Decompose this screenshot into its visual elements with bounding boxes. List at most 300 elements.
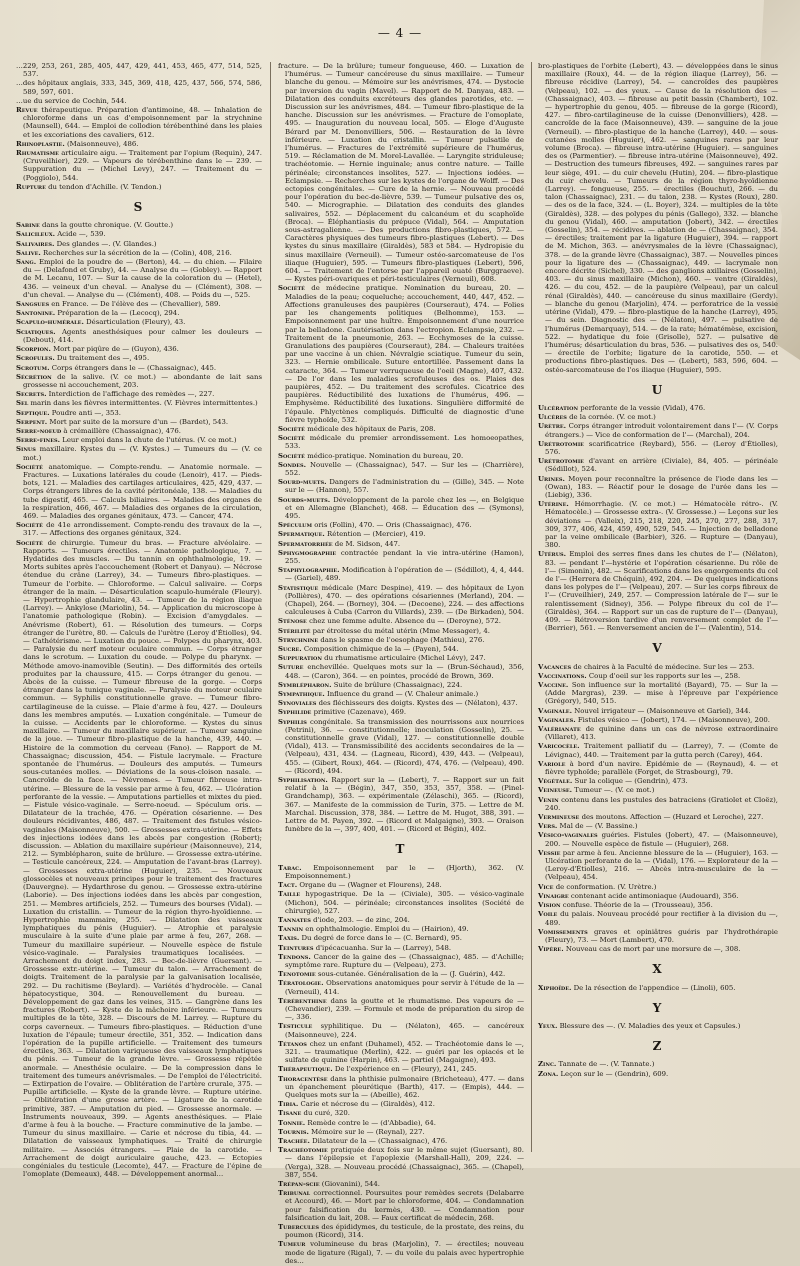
- entry-text: …229, 253, 261, 285, 405, 447, 429, 441, 453, 465, 477, 514, 525, 537.: [16, 62, 262, 79]
- entry-heading: Utérus.: [538, 550, 567, 559]
- index-entry: [278, 1065, 524, 1073]
- index-entry: [16, 445, 262, 461]
- entry-text: Développement de la parole chez les —, en Belgique et en Allemagne (Blanchet), 468. — Éducation des — (Symons), 495.: [285, 495, 524, 520]
- index-entry: [278, 1223, 524, 1239]
- entry-text: Mort par piqûre de — (Guyon), 436.: [53, 345, 179, 354]
- entry-heading: Sucre.: [278, 645, 302, 654]
- entry-heading: Trépan-scie: [278, 1180, 320, 1188]
- entry-text: du rhumatisme articulaire (Michel Lévy), 247.: [324, 654, 486, 663]
- entry-heading: Tannates: [278, 915, 311, 924]
- entry-list: [538, 1022, 778, 1030]
- index-entry: [538, 681, 778, 706]
- entry-heading: Tannin: [278, 925, 304, 934]
- entry-text: Mémoire sur le — (Reynal), 227.: [311, 1127, 425, 1136]
- entry-heading: Végétale.: [538, 777, 573, 786]
- index-entry: [538, 672, 778, 680]
- index-entry: [538, 550, 778, 632]
- entry-text: Mort par suite de la morsure d'un — (Bardet), 543.: [49, 417, 229, 426]
- index-entry: [278, 521, 524, 529]
- index-entry: [278, 979, 524, 995]
- entry-heading: Vice: [538, 882, 554, 891]
- entry-text: congénitale. Sa transmission des nourrissons aux nourrices (Petrini), 36. — constitutionnelle; inoculation (Gosselin), 25. — constitutionnelle grave (Vidal), 127. — constitutionnelle double (Vidal), 413. — Transmissibilité des accidents secondaires de la — (Velpeau), 431, 434. — (Lagneau, Ricord), 439, 443. — (Velpeau), 455. — (Gibert, Roux), 464. — (Ricord), 474, 476. — (Velpeau), 490. — (Ricord), 494.: [285, 717, 524, 775]
- entry-heading: Vers.: [538, 822, 558, 831]
- index-entry: [278, 890, 524, 915]
- index-entry: [538, 440, 778, 456]
- index-entry: [278, 944, 524, 952]
- entry-heading: Vaginale.: [538, 706, 573, 715]
- index-entry: [538, 663, 778, 671]
- entry-heading: Scrofules.: [16, 354, 55, 363]
- entry-heading: Testicule: [278, 1022, 313, 1031]
- entry-text: Dilatateur de la — (Chassaignac), 476.: [312, 1136, 448, 1145]
- index-entry: [278, 925, 524, 933]
- entry-text: de la salive. (V. ce mot.) — abondante de lait sans grossesse ni accouchement, 203.: [23, 372, 262, 389]
- index-entry: [538, 413, 778, 421]
- entry-heading: Tibia.: [278, 1100, 299, 1109]
- entry-text: de chirurgie. Tumeur du bras. — Fracture alvéolaire. — Rapports. — Tumeurs érectiles. — Anatomie pathologique, 7. — Hydatides des muscles. — Du tannin en ophthalmologie, 19. — Morts subites après l'accouchement (Robert et Danyau). — Nécrose étendue du crâne (Larrey), 34. — Tumeurs fibro-plastiques. — Tumeur de l'orbite. — Chloroforme. — Calcul salivaire. — Corps étranger de la main. — Désarticulation scapulo-humérale (Fleury). — Hypertrophie glandulaire, 43. — Tumeur de la région iliaque (Larrey). — Ankylose (Mariolin), 54. — Application du microscope à l'anatomie pathologique (Robin). — Excision d'amygdales. — Anévrisme (Robert), 61. — Résolution des tumeurs. — Corps étranger de l'urètre, 80. — Calculs de l'urètre (Leroy d'Étiolles), 94. — Cathétérisme. — Luxation du pouce. — Polypes du pharynx, 403. — Paralysie du nerf moteur oculaire commun. — Corps étranger dans le scrotum. — Luxation du coude. — Polype du pharynx. — Méthode amovo-inamovible (Seutin). — Des difformités des orteils produites par la chaussure, 415. — Corps étranger du genou. — Abcès de la cuisse. — Tumeur fibreuse de la gorge. — Corps étranger dans la tunique vaginale. — Paralysie du moteur oculaire commun. — Syphilis constitutionnelle grave. — Tumeur fibro-cartilagineuse de la cuisse. — Plaie d'arme à feu, 427. — Douleurs dans les membres amputés. — Luxation congénitale. — Tumeur de la cuisse. — Accidents par le chloroforme. — Kystes du sinus maxillaire. — Tumeur du maxillaire supérieur. — Tumeur sanguine de la joue. — Tumeur fibro-plastique de la hanche, 439, 440. — Histoire de la commotion du cerveau (Fano). — Rapport de M. Chassaignac; discussion, 454. — Fistule lacrymale. — Fracture spontanée de l'humérus. — Douleurs des amputés. — Tumeurs sous-cutanées molles. — Déviations de la sous-cloison nasale. — Cancroïde de la face. — Névromes. — Tumeur fibreuse intra-utérine. — Blessure de la vessie par arme à feu, 462. — Ulcération perforante de la vessie. — Amputations partielles et mixtes du pied. — Fistule vésico-vaginale. — Serre-noeud. — Spéculum oris. — Dilatateur de la trachée, 476. — Opération césarienne. — Des douleurs récidivantes, 486, 487. — Traitement des fistules vésico-vaginales (Maisonneuve), 500. — Grossesses extra-utérine. — Effets des injections iodées dans les abcès par congestion (Robert); discussion. — Ablation du maxillaire supérieur (Maisonneuve), 214, 212. — Symblépharon, suite de brûlure. — Grossesse extra-utérine. — Testicule cancéreux, 224. — Amputation de l'avant-bras (Larrey). — Grossesses extra-utérine (Huguier), 235. — Nouveaux glossocèles et nouveaux principes pour le traitement des fractures (Dauvergne). — Hydarthrose du genou. — Grossesse extra-utérine (Laborie). — Des injections iodées dans les abcès par congestion, 251. — Membres artificiels, 252. — Tumeurs des bourses (Vidal). — Luxation du cristallin. — Tumeur de la région thyro-hyoïdienne. — Hypertrophie mammaire, 255. — Dilatation des vaisseaux lymphatiques du pénis (Huguier). — Atrophie et paralysie musculaire à la suite d'une plaie par arme à feu, 267, 268. — Tumeur du maxillaire supérieur. — Nouvelle espèce de fistule vésico-vaginale. — Paralysies traumatiques localisées. — Arrachement du doigt index, 283. — Bec-de-lièvre (Guersant). — Grossesse extr.-utérine. — Tumeur du talon. — Arrachement de doigts. Traitement de la paralysie par la galvanisation localisée, 292. — Du rachitisme (Beylard). — Variétés d'hydrocèle. — Canal hépatocystique, 304. — Renouvellement du bureau. — Développement de gaz dans les veines, 315. — Gangrène dans les fractures (Robert). — Kyste de la mâchoire inférieure. — Tumeurs multiples de la tête, 328. — Discours de M. Larrey. — Rupture du corps caverneux. — Tumeurs fibro-plastiques. — Réduction d'une luxation de l'épaule; tumeur érectile, 351, 352. — Indication dans l'opération de la pupille artificielle. — Traitement des tumeurs érectiles, 363. — Dilatation variqueuse des vaisseaux lymphatiques du pénis. — Tumeur de la grande lèvre. — Grossesse répétée anormale. — Anesthésie oculaire. — De la compression dans le traitement des tumeurs anévrismales. — De l'emploi de l'électricité. — Extirpation de l'ovaire. — Oblitération de l'artère crurale, 375. — Pupille artificielle. — Kyste de la grande lèvre. — Rupture utérine. — Oblitération d'une grosse artère. — Ligature de la carotide primitive, 387. — Amputation du pied. — Grossesse anormale. — Instruments nouveaux, 399. — Agents anesthésiques. — Plaie d'arme à feu à la bouche. — Fracture comminutive de la jambe. — Tumeur du sinus maxillaire. — Carie et nécrose du tibia, 44. — Dilatation de vaisseaux lymphatiques. — Traité de chirurgie militaire. — Associés étrangers. — Plaie de la carotide. — Arrachement de doigt auriculaire gauche, 423. — Ectopies congéniales du testicule (Lecomte), 447. — Fracture de l'épine de l'omoplate (Demeaux), 448. — Développement anormal…: [23, 538, 262, 1179]
- entry-heading: Sangsues: [16, 300, 50, 309]
- entry-list: [278, 62, 524, 833]
- index-entry: [16, 62, 262, 78]
- entry-text: chez un enfant (Duhamel), 452. — Trachéotomie dans le —, 321. — traumatique (Merlin), 422. — guéri par les opiacés et le sulfate de quinine (Harpin), 463. — partiel (Magaigne), 493.: [285, 1039, 524, 1065]
- letter-heading-u: U: [651, 382, 665, 397]
- entry-heading: Vacances: [538, 662, 572, 671]
- entry-text: pratiquée deux fois sur le même sujet (Guersant), 80. — dans l'épilepsie et l'apoplexie (Marshall-Hall), 209, 224. — (Verga), 328. — Nouveau procédé (Chassaignac), 365. — (Chapel), 387, 554.: [285, 1146, 524, 1179]
- entry-heading: Thoracentèse: [278, 1074, 328, 1083]
- index-entry: [538, 822, 778, 830]
- entry-text: à crémaillère (Chassaignac), 476.: [63, 426, 181, 435]
- entry-heading: Vinaigre: [538, 891, 569, 900]
- letter-heading-t: T: [395, 842, 407, 857]
- entry-heading: Ulcères: [538, 413, 567, 422]
- entry-heading: Sourd-muets.: [278, 478, 327, 487]
- index-entry: [278, 916, 524, 924]
- entry-text: en ophthalmologie. Emploi du — (Hairion), 49.: [305, 925, 469, 934]
- index-column-1: [16, 62, 262, 1179]
- entry-heading: Varicocèle.: [538, 742, 580, 751]
- entry-text: Fistules vésico — (Jobert), 174. — (Maisonneuve), 200.: [577, 715, 770, 724]
- entry-text: Désarticulation (Fleury), 43.: [86, 318, 186, 327]
- entry-text: par arme à feu. Ancienne blessure de la — (Huguier), 163. — Ulcération perforante de la — (Vidal), 176. — Explorateur de la — (Leroy-d'Étiolles), 216. — Abcès intra-musculaire de la — (Velpeau), 454.: [545, 848, 778, 882]
- index-entry: [538, 422, 778, 438]
- index-entry: [538, 457, 778, 473]
- entry-text: bro-plastiques de l'orbite (Lebert), 43. — développées dans le sinus maxillaire (Roux), 44. — de la région iliaque (Larrey), 56. — fibreuse récidive (Larrey), 54. — cancroïdes des paupières (Velpeau), 102. — des yeux. — Cause de la résolution des — (Chassaignac), 403. — fibreuse au petit bassin (Chambert), 102. — hypertrophie du genou, 405. — fibreuse de la gorge (Ricord), 427. — fibro-cartilagineuse de la cuisse (Denonvilliers), 428. — cancroïde de la face (Maisonneuve), 439. — sanguine de la joue (Verneuil). — fibro-plastique de la hanche (Larrey), 440. — sous-cutanées molles (Huguier), 462. — sanguines rares par leur volume (Broca). — fibreuse intra-utérine (Huguier). — sanguines des os (Parmentier). — fibreuse intra-utérine (Maisonneuve), 492. — Destruction des tumeurs fibreuses, 492. — sanguines rares par leur siège, 491. — du cuir chevelu (Hutin), 204. — fibro-plastique du cuir chevelu. — Tumeurs de la région thyro-hyoïdienne (Larrey). — fongueuse, 255. — érectiles (Bouchut), 266. — du talon (Chassaignac), 231. — du talon, 238. — Kystes (Roux), 280. — des os de la face, 324. — (L. Boyer), 324. — multiples de la tête (Giraldès), 328. — des polypes du pénis (Gallego), 332. — blanche du genou (Vidal), 460. — amputation (Jobert), 342. — érectiles (Gosselin), 354. — récidives. — ablation de — (Chassaignac), 354. — érectiles; traitement par la ligature (Huguier), 394. — rapport de M. Michon, 363. — anévrysmales de la lèvre (Chassaignac), 378. — de la grande lèvre (Chassaignac), 387. — Nouvelles pinces pour la ligature des — (Chassaignac), 449. — lacrymale non encore décrite (Sichel), 330. — des ganglions axillaires (Gosselin), 403. — du sinus maxillaire (Michon), 460. — ventre (Giraldès), 426. — du cou, 452. — de la paupière (Velpeau), par un calcul rénal (Giraldès), 440. — cancéreuse du sinus maxillaire (Gerdy). — blanche du genou (Marjolin), 474. — perforatrice de la vessie utérine (Vidal), 479. — fibro-plastique de la hanche (Larrey), 495. — du sein. Diagnostic des — (Nélaton), 497. — pulsative de l'humérus (Demarquay), 514. — de la rate; hématémèse, excision, 522. — hydatique du foie (Grisolle), 527. — pulsative de l'humérus; désarticulation du bras, 536. — pulsatives des os, 540. — érectile de l'orbite; ligature de la carotide, 550. — et productions fibro-plastiques. Des — (Lebert), 583, 596, 604. — ostéo-sarcomateuse de l'os iliaque (Huguier), 595.: [538, 62, 778, 374]
- entry-heading: Vessie: [538, 848, 561, 857]
- letter-heading-v: V: [652, 641, 664, 656]
- entry-heading: Vomissements: [538, 927, 588, 936]
- index-entry: [278, 953, 524, 969]
- entry-text: oris (Follin), 470. — Oris (Chassaignac), 476.: [314, 521, 472, 530]
- entry-text: Moyen pour reconnaître la présence de l'iode dans les — (Owan), 183. — Réactif pour le dosage de l'urée dans les — (Liebig), 336.: [545, 474, 778, 499]
- entry-text: Corps étrangers dans le — (Chassaignac), 445.: [51, 363, 217, 372]
- entry-text: d'iode, 203. — de zinc, 204.: [313, 915, 410, 924]
- index-entry: [278, 584, 524, 617]
- entry-heading: Sécrétion: [16, 372, 52, 381]
- entry-text: Tumeur —. (V. ce mot.): [574, 786, 655, 795]
- entry-heading: Rhinoplastie.: [16, 139, 65, 148]
- entry-heading: Voile: [538, 910, 558, 919]
- entry-heading: Société: [278, 451, 305, 460]
- entry-text: du curé, 320.: [303, 1109, 350, 1118]
- entry-heading: Spermatique.: [278, 530, 325, 539]
- entry-heading: Sourds-muets.: [278, 495, 331, 504]
- entry-list: [538, 404, 778, 632]
- entry-text: De la résection de l'appendice — (Linoli), 605.: [573, 983, 736, 992]
- index-entry: [278, 496, 524, 521]
- entry-text: Traitement palliatif du — (Larrey), 7. — (Comte de Lévignac), 440. — Traitement par la gutta perch (Carey), 464.: [545, 742, 778, 759]
- entry-heading: Société: [278, 424, 305, 433]
- index-entry: [278, 934, 524, 942]
- entry-text: Composition chimique de la — (Payen), 544.: [303, 645, 459, 654]
- entry-text: Cancer de la gaine des — (Chassaignac), 485. — d'Achille; symptôme rare. Rupture du — (Velpeau), 273.: [285, 952, 524, 969]
- entry-heading: Thérapeutique.: [278, 1065, 333, 1074]
- entry-heading: Société: [278, 434, 305, 443]
- entry-text: contenant acide antimoniaque (Audouard), 356.: [570, 891, 739, 900]
- entry-heading: Zona.: [538, 1069, 559, 1078]
- entry-text: des moutons. Affection — (Huzard et Leroche), 227.: [581, 813, 764, 822]
- entry-text: Dangers de l'administration du — (Gille), 345. — Note sur le — (Hannon), 557.: [285, 478, 525, 495]
- index-entry: [538, 707, 778, 715]
- entry-text: dans la goutte et le rhumatisme. Des vapeurs de — (Chevandier), 239. — Formule et mode de préparation du sirop de —, 336.: [285, 996, 524, 1022]
- letter-heading-x: X: [652, 962, 664, 977]
- index-entry: [278, 654, 524, 662]
- index-entry: [16, 390, 262, 398]
- entry-heading: Sondes.: [278, 460, 307, 469]
- entry-text: Recherches sur la sécrétion de la — (Colin), 408, 216.: [43, 248, 232, 257]
- entry-text: par étroitesse du métal utérin (Mme Messager), 4.: [312, 626, 490, 635]
- index-entry: [278, 1100, 524, 1108]
- entry-text: thérapeutique. Préparation d'antimoine, 48. — Inhalation de chloroforme dans un cas d'empoisonnement par la strychnine (Maunsell), 644. — Emploi de collodion térébenthiné dans les plaies et les excoriations des cavaliers, 612.: [23, 106, 262, 139]
- entry-heading: Urétrotomie: [538, 457, 584, 466]
- entry-text: Leur emploi dans la chute de l'utérus. (V. ce mot.): [62, 436, 237, 445]
- entry-heading: Statistique: [278, 583, 319, 592]
- index-entry: [278, 864, 524, 880]
- entry-heading: Tact.: [278, 881, 298, 890]
- index-entry: [16, 409, 262, 417]
- entry-heading: Syphilide: [278, 708, 312, 717]
- index-entry: [278, 549, 524, 565]
- entry-heading: Taille: [278, 890, 301, 899]
- entry-heading: Société: [278, 284, 305, 293]
- entry-text: (Maisonneuve), 486.: [66, 139, 139, 148]
- entry-text: …ue du service de Cochin, 544.: [16, 96, 127, 105]
- index-entry: [16, 79, 262, 95]
- index-entry: [278, 636, 524, 644]
- index-entry: [278, 645, 524, 653]
- entry-heading: Tonnie.: [278, 1118, 306, 1127]
- entry-text: de 41e arrondissement. Compte-rendu des travaux de la —, 317. — Affections des organes génitaux, 324.: [23, 521, 262, 538]
- index-entry: [278, 1180, 524, 1188]
- entry-text: Tannate de —. (V. Tannate.): [558, 1060, 655, 1069]
- index-entry: [538, 716, 778, 724]
- entry-text: perforante de la vessie (Vidal), 476.: [580, 403, 706, 412]
- index-entry: [16, 258, 262, 299]
- index-entry: [278, 62, 524, 283]
- entry-text: (Giovanini), 544.: [321, 1180, 380, 1188]
- index-entry: [278, 478, 524, 494]
- entry-text: Blessure des —. (V. Maladies des yeux et Capsules.): [559, 1021, 741, 1030]
- entry-text: Des glandes —. (V. Glandes.): [56, 239, 157, 248]
- entry-heading: Variole: [538, 759, 566, 768]
- index-entry: [538, 760, 778, 776]
- entry-heading: Vermineuse: [538, 813, 580, 822]
- entry-heading: Société: [16, 462, 43, 471]
- entry-text: articulaire aigu. — Traitement par l'opium (Requin), 247. (Cruveilhier), 229. — Vapeurs de térébenthine dans le — 239. — Suppuration du — (Michel Levy), 247. — Traitement du — (Poggiolo), 544.: [23, 149, 262, 182]
- entry-text: contractée pendant la vie intra-utérine (Hamon), 255.: [285, 548, 524, 565]
- entry-heading: Valérianate: [538, 725, 581, 734]
- entry-text: graves et opiniâtres guéris par l'hydrothérapie (Fleury), 73. — Mort (Lambert), 470.: [545, 927, 778, 944]
- entry-text: Nouvel irrigateur — (Maisonneuve et Gariel), 344.: [574, 706, 751, 715]
- entry-heading: Société: [16, 521, 43, 530]
- entry-text: Acide —, 539.: [57, 230, 106, 239]
- index-entry: [16, 436, 262, 444]
- entry-heading: Société: [16, 538, 43, 547]
- index-entry: [16, 318, 262, 326]
- entry-heading: Sinus: [16, 445, 36, 454]
- entry-text: de quinine dans un cas de névrose extraordinaire (Villaret), 413.: [545, 725, 779, 742]
- entry-list: [16, 221, 262, 1178]
- entry-text: de chaires à la Faculté de médecine. Sur les — 253.: [573, 662, 755, 671]
- entry-text: contenu dans les pustules des batraciens (Gratiolet et Cloëz), 240.: [545, 795, 778, 812]
- entry-heading: Rupture: [16, 182, 46, 191]
- index-entry: [278, 1240, 524, 1265]
- entry-heading: Vésico-vaginales: [538, 831, 598, 840]
- index-entry: [16, 300, 262, 308]
- entry-heading: Serpent.: [16, 417, 48, 426]
- entry-heading: Synoviales: [278, 699, 317, 708]
- index-entry: [278, 718, 524, 775]
- entry-text: Carie et nécrose du — (Giraldès), 412.: [300, 1100, 435, 1109]
- index-entry: [16, 249, 262, 257]
- entry-text: Coup d'oeil sur les rapports sur les —, 258.: [588, 671, 741, 680]
- index-entry: [278, 425, 524, 433]
- entry-heading: Vaccinations.: [538, 671, 587, 680]
- index-entry: [16, 309, 262, 317]
- entry-text: Organe du — (Wagner et Flourens), 248.: [299, 881, 442, 890]
- entry-heading: Tisane: [278, 1109, 302, 1118]
- index-entry: [278, 1146, 524, 1179]
- entry-text: volumineuse du bras (Marjolin), 7. — érectiles; nouveau mode de ligature (Rigal), 7. — du voile du palais avec hypertrophie des…: [285, 1240, 524, 1265]
- entry-text: de médecine pratique. Nomination du bureau, 20. — Maladies de la peau; coqueluche; accouchement, 440, 447, 452. — Affections granuleuses des paupières (Courseraut), 474. — Folies par les changements politiques (Belhomme), 153. — Empoisonnement par une huître. Empoisonnement d'une nourrice par la belladone. Cautérisation dans l'ectropion. Eclampsie, 232. — Traitement de la pneumonie, 263. — Ecchymoses de la cuisse. Granulations des paupières (Courseraut), 284. — Chaleurs traitées par une vaccine à un chien. Névralgie sciatique. Tumeur du sein, 323. — Hernie ombilicale. Suture entortillée. Passement dans la cataracte, 364. — Tumeur verruqueuse de l'oeil (Magne), 407, 432. — De l'or dans les maladies scrofuleuses des os. Plaies des paupières, 452. — Du traitement des scrofules. Cicatrice des paupières. Réductibilité des luxations de l'humérus, 496. — Emphysème. Réductibilité des luxations. Singulière difformité de l'épaule. Phlyctènes compliqués. Difficulté de diagnostic d'une fièvre typhoïde, 532.: [285, 284, 524, 424]
- index-entry: [538, 62, 778, 374]
- entry-heading: Tubercules: [278, 1223, 319, 1232]
- entry-text: à bord d'un navire. Épidémie de — (Reynaud), 4. — et fièvre typhoïde; parallèle (Forget, de Strasbourg), 79.: [545, 759, 778, 777]
- index-entry: [538, 475, 778, 500]
- entry-text: du tendon d'Achille. (V. Tendon.): [48, 182, 162, 191]
- entry-heading: Sabine: [16, 221, 40, 230]
- entry-list: [16, 62, 262, 191]
- entry-text: dans la phthisie pulmonaire (Bricheteau), 477. — dans un épanchement pleurétique (Barth), 417. — (Empis), 444. — Quelques mots sur la — (Abeille), 462.: [285, 1074, 524, 1099]
- entry-text: médicale des hôpitaux de Paris, 208.: [307, 424, 436, 433]
- entry-heading: Tenotomie: [278, 970, 316, 979]
- entry-text: Corps étranger introduit volontairement dans l'— (V. Corps étrangers.) — Vice de conformation de l'— (Marchal), 204.: [545, 422, 778, 439]
- entry-heading: Térébenthine: [278, 996, 327, 1005]
- index-entry: [278, 776, 524, 833]
- entry-heading: Tabac.: [278, 863, 302, 872]
- entry-heading: Trachéotomie: [278, 1146, 328, 1155]
- entry-heading: Santonine.: [16, 309, 56, 318]
- entry-heading: Suppuration: [278, 654, 322, 663]
- entry-heading: Symblépharon.: [278, 680, 332, 689]
- entry-text: Rétention — (Mercier), 419.: [327, 530, 426, 539]
- entry-text: syphilitique. Du — (Nélaton), 465. — cancéreux (Maisonneuve), 224.: [285, 1022, 524, 1039]
- entry-heading: Scapulo-humérale.: [16, 318, 84, 327]
- entry-text: enchevillée. Quelques mots sur la — (Brun-Séchaud), 356, 448. — (Caron), 364. — en pointes, procédé de Brown, 369.: [285, 663, 524, 680]
- entry-heading: Spéculum: [278, 521, 313, 530]
- index-column-2: [278, 62, 524, 1266]
- entry-text: Emploi de la poudre de — (Berton), 44. — du chien. — Filaire du — (Delafond et Gruby), 44. — Analyse du — (Gobley). — Rapport de M. Lecanu, 107. — Sur la cause de la coloration du — (Hetel), 436. — veineux d'un cheval. — Analyse du — (Clément), 308. — d'un cheval. — Analyse du — (Clément), 408. — Poids du —, 525.: [23, 258, 262, 299]
- entry-heading: Urètre.: [538, 422, 567, 431]
- letter-heading-y: Y: [652, 1000, 664, 1015]
- entry-heading: Salivaires.: [16, 239, 55, 248]
- index-entry: [538, 883, 778, 891]
- entry-heading: Sphygmographie: [278, 548, 337, 557]
- index-entry: [16, 240, 262, 248]
- entry-heading: Spermatorrhée: [278, 539, 333, 548]
- entry-text: hypogastrique. De la — (Civiale), 305. — vésico-vaginale (Michon), 504. — périnéale; circonstances insolites (Société de chirurgie), 527.: [285, 890, 524, 915]
- index-entry: [16, 539, 262, 1179]
- entry-text: des épididymes, du testicule, de la prostate, des reins, du poumon (Ricord), 314.: [285, 1223, 524, 1240]
- entry-heading: Venin: [538, 795, 559, 804]
- entry-list: [538, 663, 778, 954]
- index-entry: [538, 928, 778, 944]
- entry-text: Du traitement des —, 495.: [56, 354, 150, 363]
- entry-heading: Rhumatisme: [16, 149, 59, 158]
- index-entry: [278, 663, 524, 679]
- index-entry: [278, 461, 524, 477]
- entry-heading: Syphilisation.: [278, 776, 328, 785]
- entry-text: scarificatrice (Reybard), 556. — (Leroy d'Étiolles), 576.: [545, 439, 778, 456]
- entry-text: De l'expérience en — (Fleury), 241, 245.: [334, 1065, 477, 1074]
- entry-heading: Teintures: [278, 943, 314, 952]
- page-number: — 4 —: [377, 26, 423, 40]
- entry-text: primitive (Cazenave), 469.: [313, 708, 407, 717]
- index-entry: [278, 708, 524, 716]
- index-entry: [16, 183, 262, 191]
- entry-heading: Vaginales.: [538, 715, 576, 724]
- index-entry: [538, 945, 778, 953]
- entry-heading: Sang.: [16, 258, 37, 267]
- entry-heading: Ulcération: [538, 403, 579, 412]
- entry-heading: Xiphoïde.: [538, 983, 572, 992]
- entry-heading: Salive.: [16, 248, 41, 257]
- index-entry: [16, 463, 262, 520]
- entry-text: marin dans les fièvres intermittentes. (V. Fièvres intermittentes.): [30, 399, 258, 408]
- index-entry: [538, 777, 778, 785]
- index-entry: [538, 1060, 778, 1068]
- entry-text: médicale (Marc Despine), 419. — des hôpitaux de Lyon (Pollières), 470. — des opérations césariennes (Merland), 204. — (Chapel), 264. — (Borney), 304. — (Decoene), 224. — des affections calculeuses à Cuba (Carron du Villards), 239. — (De Birkaden), 504.: [285, 583, 524, 617]
- entry-text: Sur la colique — (Gendrin), 473.: [574, 777, 688, 786]
- entry-text: anatomique. — Compte-rendu. — Anatomie normale. — Fractures. — Luxations latérales du coude (Lenoir), 417. — Pieds-bots, 121. — Maladies des cartilages articulaires, 425, 429, 437. — Corps étrangers libres de la cavité péritonéale, 138. — Maladies du tube digestif, 465. — Calculs biliaires. — Maladies des organes de la respiration, 466, 467. — Maladies des organes de la circulation, 469. — Maladies des organes génitaux, 473. — Cancer, 474.: [23, 462, 262, 520]
- entry-heading: Tératologie.: [278, 979, 324, 988]
- entry-text: Nouveau cas de mort par une morsure de —, 308.: [565, 945, 741, 954]
- entry-text: dans la goutte chronique. (V. Goutte.): [42, 221, 174, 230]
- index-entry: [538, 1022, 778, 1030]
- entry-heading: Urines.: [538, 474, 565, 483]
- index-entry: [538, 901, 778, 909]
- entry-text: fracture. — De la brûlure; tumeur fongueuse, 460. — Luxation de l'humérus. — Tumeur cancéreuse du sinus maxillaire. — Tumeur blanche du genou. — Mémoire sur les anévrismes, 474. — Dystocie par inversion du vagin (Mavel). — Rapport de M. Danyau, 483. — Dilatation des conduits excréteurs des glandes parotides, etc. — Discussion sur les anévrismes, 484. — Tumeur fibro-plastique de la hanche. Discussion sur les anévrismes. — Fracture de l'omoplate, 495. — Inauguration du nouveau local, 505. — Éloge d'Auguste Bérard par M. Denonvilliers, 506. — Restauration de la lèvre inférieure. — Luxation du cristallin. — Tumeur pulsatile de l'humérus. — Fractures de l'extrémité supérieure de l'humérus, 519. — Réclamation de M. Morel-Lavallée. — Laryngite striduleuse; trachéotomie. — Hernie inguinale; anus contre nature. — Taille périnéale; circonstances insolites, 527. — Injections iodées. — Eclampsie. — Recherches sur les kystes de l'organe de Wolff. — Des ectopies congénitales. — Cure de la hernie. — Nouveau procédé pour l'opération du bec-de-lièvre, 539. — Tumeur pulsative des os, 540. — Micrographie. — Dilatation des conduits des glandes salivaires, 552. — Déplacement du calcanéum et du scaphoïde (Broca). — Éléphantiasis du prépuce (Vidal), 564. — Amputation sous-astragalienne. — Des productions fibro-plastiques, 572. — Caractères physiques des tumeurs fibro-plastiques (Lebert). — Des kystes du sinus maxillaire (Giraldès), 583 et 584. — Hydropisie du sinus maxillaire (Verneuil). — Tumeur ostéo-sarcomateuse de l'os iliaque (Huguier), 595. — Tumeurs fibro-plastiques (Lebert), 596, 604. — Traitement de l'entorse par l'appareil ouaté (Burggraeve). — Kystes péri-ovariques et péri-testiculaires (Verneuil), 608.: [278, 62, 524, 284]
- entry-list: [278, 864, 524, 1265]
- entry-text: Agents anesthésiques pour calmer les douleurs — (Debout), 414.: [23, 327, 262, 344]
- entry-heading: Syphilis: [278, 717, 307, 726]
- entry-text: en France. — De l'élève des — (Chevallier), 589.: [51, 300, 221, 309]
- index-entry: [16, 364, 262, 372]
- index-entry: [16, 230, 262, 238]
- entry-heading: Sel: [16, 399, 29, 408]
- index-entry: [278, 1040, 524, 1065]
- entry-text: Rapport sur la — (Lebert), 7. — Rapport sur un fait relatif à la — (Bégin), 347, 350, 353, 357, 358. — (Pinel-Grandchamp), 363. — expérimentale (Zélaschi), 365. — (Ricord), 367. — Manifeste de la commission de Turin, 375. — Lettre de M. Marchal. Discussion, 378, 384. — Lettre de M. Hugot, 388, 391. — Lettre de M. Payen, 392. — (Ricord et Malgaigne), 393. — Oraison funèbre de la —, 397, 400, 401. — (Ricord et Bégin), 402.: [285, 776, 524, 834]
- entry-heading: Suture: [278, 663, 304, 672]
- index-entry: [278, 434, 524, 450]
- index-entry: [278, 1119, 524, 1127]
- index-entry: [538, 849, 778, 882]
- entry-text: Nouvelle — (Chassaignac), 547. — Sur les — (Charrière), 552.: [285, 460, 524, 477]
- entry-text: de M. Sidson, 447.: [334, 539, 401, 548]
- index-entry: [16, 106, 262, 139]
- index-entry: [538, 910, 778, 926]
- index-entry: [16, 354, 262, 362]
- index-entry: [538, 813, 778, 821]
- entry-heading: Tendons.: [278, 952, 311, 961]
- index-entry: [16, 328, 262, 344]
- entry-heading: Scrotum.: [16, 363, 50, 372]
- index-entry: [278, 1109, 524, 1117]
- entry-heading: Serre-noeud: [16, 426, 62, 435]
- index-entry: [538, 831, 778, 847]
- index-entry: [16, 221, 262, 229]
- index-column-3: [538, 62, 778, 1079]
- index-entry: [278, 881, 524, 889]
- entry-heading: Tournis.: [278, 1127, 309, 1136]
- index-entry: [278, 1075, 524, 1100]
- entry-heading: Taxis.: [278, 934, 300, 943]
- entry-text: correctionnel. Poursuites pour remèdes secrets (Delabarre et Accourd), 46. — Mort par le chloroforme, 404. — Condamnation pour falsification du kermès, 430. — Condamnation pour falsification du lait, 208. — Faux certificat de médecin, 268.: [285, 1189, 524, 1222]
- index-entry: [16, 97, 262, 105]
- entry-heading: Septique.: [16, 408, 50, 417]
- entry-heading: Secrets.: [16, 390, 47, 399]
- entry-text: Influence du grand — (V. Chaleur animale.): [327, 690, 479, 699]
- entry-heading: Tétanos: [278, 1039, 307, 1048]
- entry-heading: Salicileux.: [16, 230, 55, 239]
- entry-heading: Vaccine.: [538, 681, 569, 690]
- index-entry: [278, 690, 524, 698]
- entry-heading: Yeux.: [538, 1021, 558, 1030]
- index-entry: [538, 1070, 778, 1078]
- entry-heading: Sympathique.: [278, 690, 325, 699]
- letter-heading-s: S: [133, 200, 145, 215]
- index-entry: [278, 284, 524, 423]
- index-entry: [278, 452, 524, 460]
- index-entry: [16, 399, 262, 407]
- entry-text: du palais. Nouveau procédé pour rectifier à la division du —, 489.: [545, 910, 778, 927]
- entry-heading: Utérine.: [538, 500, 569, 509]
- index-entry: [278, 1022, 524, 1038]
- entry-heading: Sciatiques.: [16, 327, 56, 336]
- entry-text: maxillaire. Kystes du — (V. Kystes.) — Tumeurs du — (V. ce mot.): [23, 445, 262, 462]
- entry-heading: Zinc.: [538, 1060, 557, 1069]
- entry-text: guéries. Fistules (Jobert), 47. — (Maisonneuve), 200. — Nouvelle espèce de fistule — (Huguier), 268.: [545, 831, 778, 848]
- letter-heading-z: Z: [652, 1039, 664, 1054]
- entry-list: [538, 984, 778, 992]
- entry-text: de la cornée. (V. ce mot.): [569, 413, 656, 422]
- index-entry: [16, 521, 262, 537]
- entry-list: [538, 62, 778, 374]
- entry-text: médico-pratique. Nomination du bureau, 20.: [307, 451, 464, 460]
- column-rule: [270, 62, 271, 1152]
- entry-text: d'ipécacuanha. Sur la — (Larrey), 548.: [315, 943, 452, 952]
- index-entry: [538, 796, 778, 812]
- entry-heading: Stérilité: [278, 626, 311, 635]
